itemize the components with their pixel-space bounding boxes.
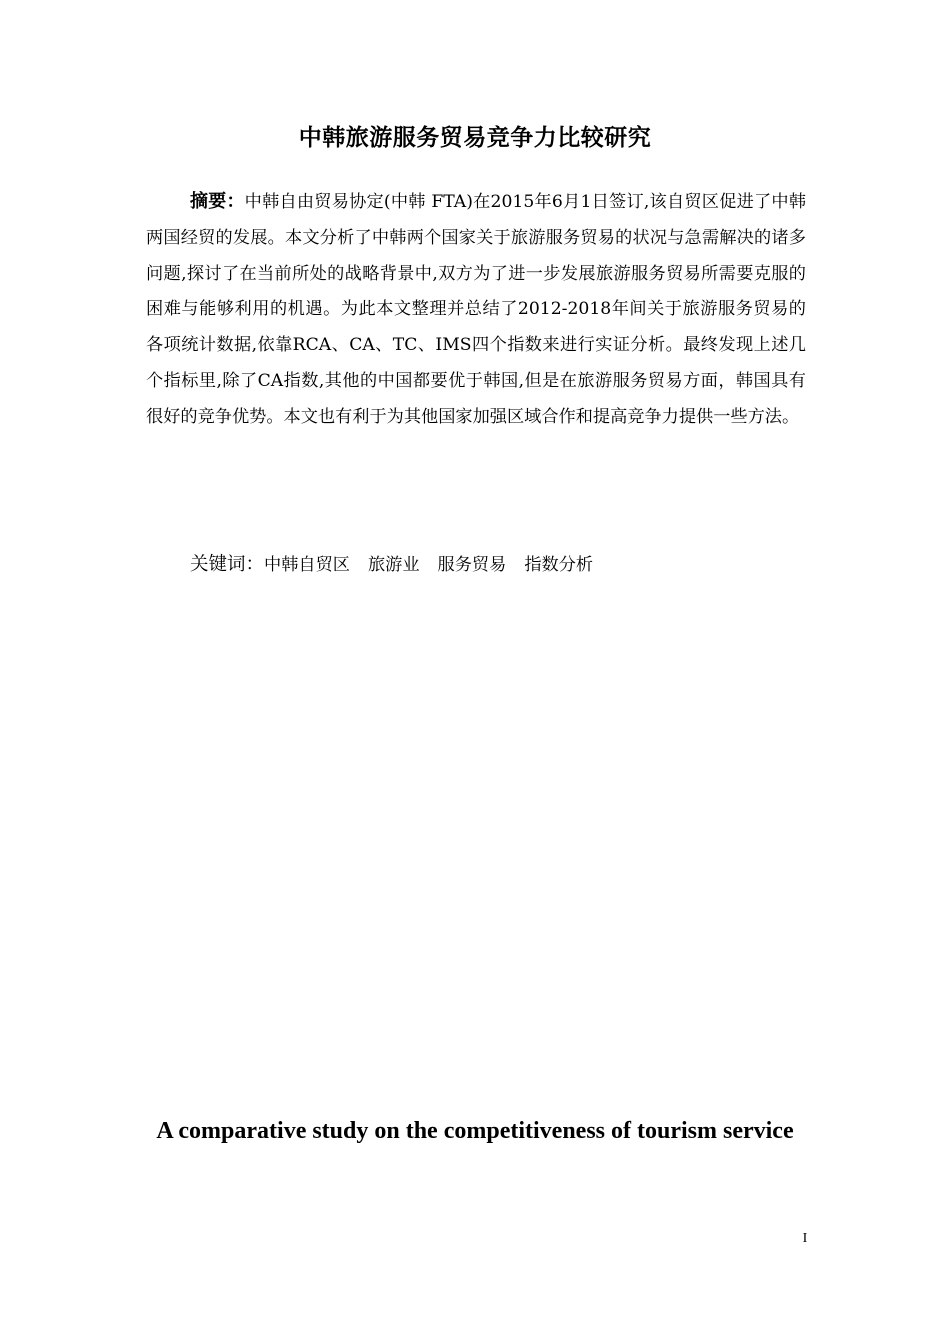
keyword-item: 指数分析 — [524, 555, 594, 575]
keywords-line — [190, 549, 611, 581]
keyword-item: 旅游业 — [367, 555, 420, 575]
keyword-item: 服务贸易 — [437, 555, 507, 575]
abstract-paragraph — [146, 184, 806, 436]
chinese-title: 中韩旅游服务贸易竞争力比较研究 — [298, 125, 652, 151]
abstract-text: 中韩自由贸易协定(中韩 FTA)在2015年6月1日签订,该自贸区促进了中韩两国经贸的发展。本文分析了中韩两个国家关于旅游服务贸易的状况与急需解决的诸多问题,探讨了在当前所处的战略背景中,双方为了进一步发展旅游服务贸易所需要克服的困难与能够利用的机遇。为此本文整理并总结了2012-2018年间关于旅游服务贸易的各项统计数据,依靠RCA、CA、TC、IMS四个指数来进行实证分析。最终发现上述几个指标里,除了CA指数,其他的中国都要优于韩国,但是在旅游服务贸易方面，韩国具有很好的竞争优势。本文也有利于为其他国家加强区域合作和提高竞争力提供一些方法。 — [146, 192, 807, 427]
page-number: I — [802, 1231, 808, 1246]
english-title: A comparative study on the competitiveness of tourism service — [156, 1118, 794, 1144]
keywords-label: 关键词： — [190, 554, 265, 575]
abstract-label: 摘要： — [190, 191, 245, 212]
keyword-item: 中韩自贸区 — [264, 555, 350, 575]
